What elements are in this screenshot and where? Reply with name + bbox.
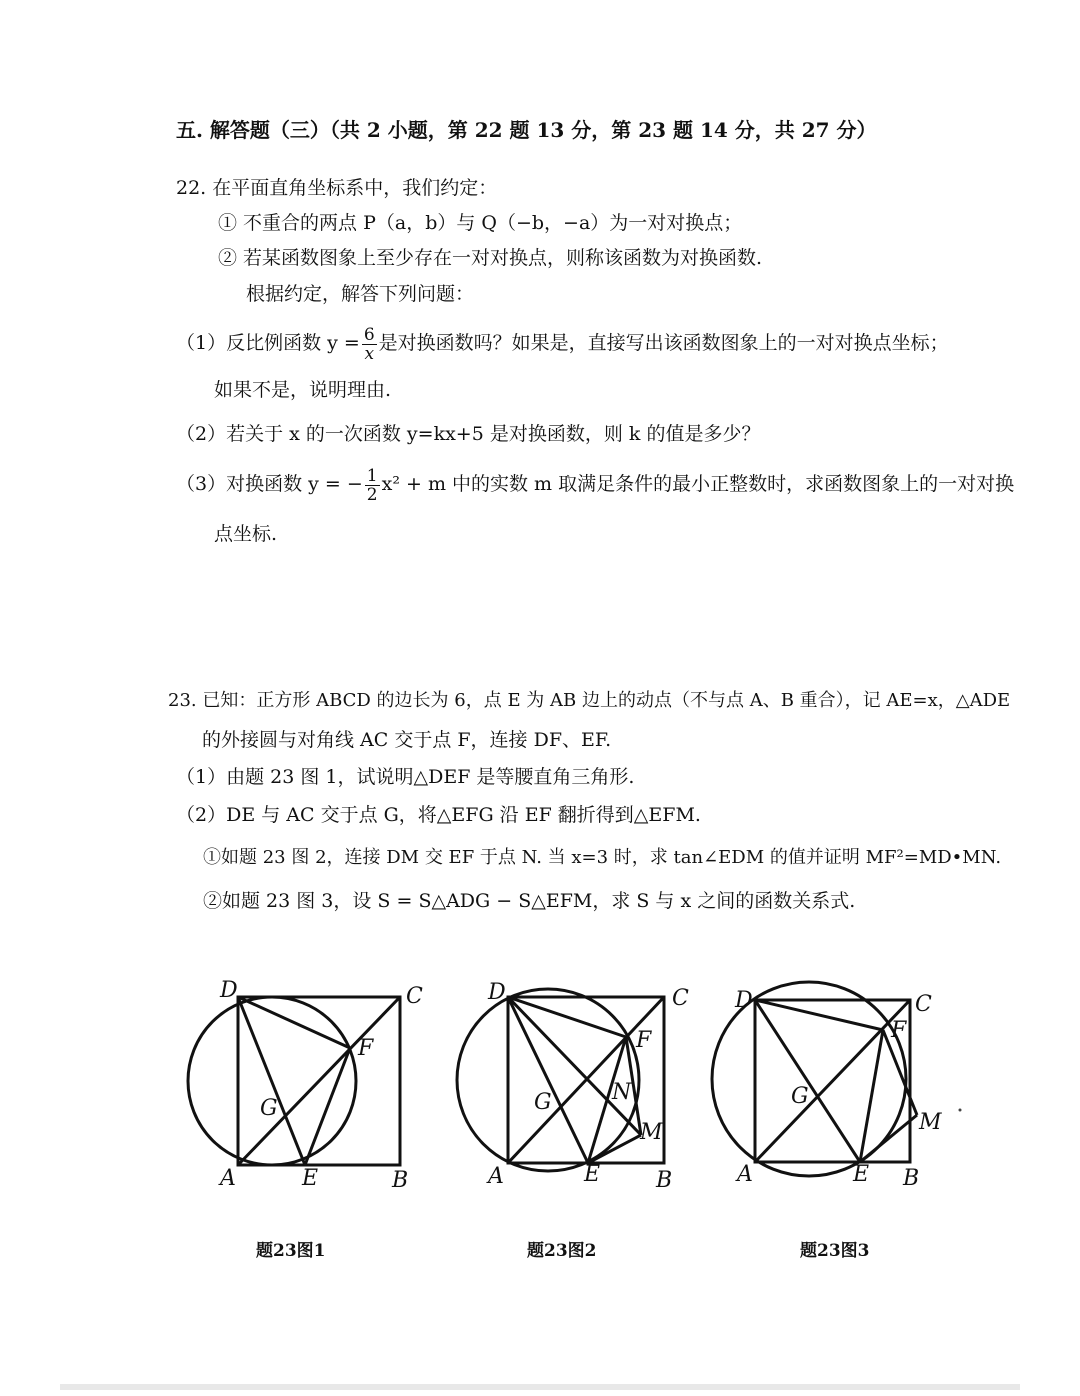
label-b: B [903, 1166, 920, 1191]
figure-3 [705, 975, 975, 1200]
q22-part1-text-a: （1）反比例函数 y = [176, 332, 360, 354]
label-m: M [640, 1120, 663, 1145]
q23-part1: （1）由题 23 图 1，试说明△DEF 是等腰直角三角形. [176, 766, 635, 788]
fraction-denominator: x [364, 343, 375, 364]
fraction-1-over-2 [365, 467, 380, 504]
q23-stem-line2: 的外接圆与对角线 AC 交于点 F，连接 DF、EF. [202, 729, 612, 751]
label-c: C [406, 984, 423, 1009]
fraction-6-over-x [362, 326, 377, 363]
label-e: E [853, 1162, 870, 1187]
q22-part1 [176, 323, 949, 363]
label-n: N [612, 1080, 632, 1105]
figure-1-caption: 题23图1 [256, 1241, 326, 1261]
section-header: 五. 解答题（三）（共 2 小题，第 22 题 13 分，第 23 题 14 分，共 27 分） [176, 118, 877, 142]
q22-part3-text-b: x² + m 中的实数 m 取满足条件的最小正整数时，求函数图象上的一对对换 [381, 473, 1015, 495]
label-d: D [735, 988, 753, 1013]
fraction-numerator: 1 [366, 465, 378, 486]
q22-rule1: ① 不重合的两点 P（a，b）与 Q（−b，−a）为一对对换点； [218, 212, 743, 234]
q23-part2a: ①如题 23 图 2，连接 DM 交 EF 于点 N. 当 x=3 时，求 tan∠EDM 的值并证明 MF²=MD•MN. [203, 847, 1002, 868]
fraction-denominator: 2 [366, 484, 378, 505]
page-bottom-edge [60, 1384, 1020, 1390]
segment-ef [305, 1048, 350, 1165]
q22-part3-cont: 点坐标. [214, 523, 278, 545]
segment-em [860, 1115, 917, 1162]
q22-lead: 根据约定，解答下列问题： [246, 283, 475, 305]
label-d: D [488, 980, 506, 1005]
label-a: A [220, 1166, 236, 1191]
diagonal-ac [238, 997, 400, 1165]
label-c: C [672, 986, 689, 1011]
figure-2-caption: 题23图2 [527, 1241, 597, 1261]
q22-part1-cont: 如果不是，说明理由. [214, 379, 392, 401]
label-b: B [392, 1168, 409, 1193]
label-g: G [260, 1096, 278, 1121]
label-b: B [656, 1168, 673, 1193]
label-g: G [534, 1090, 552, 1115]
label-g: G [791, 1084, 809, 1109]
segment-de [508, 997, 588, 1163]
segment-de [755, 1000, 860, 1162]
figure-3-caption: 题23图3 [800, 1241, 870, 1261]
label-f: F [891, 1018, 907, 1043]
label-f: F [358, 1036, 374, 1061]
q22-part1-text-b: 是对换函数吗？如果是，直接写出该函数图象上的一对对换点坐标； [378, 332, 949, 354]
q22-part3-text-a: （3）对换函数 y = − [176, 473, 363, 495]
stray-dot [959, 1109, 962, 1112]
label-c: C [915, 992, 932, 1017]
q22-stem: 22. 在平面直角坐标系中，我们约定： [176, 177, 498, 199]
q23-part2b: ②如题 23 图 3，设 S = S△ADG − S△EFM，求 S 与 x 之间的函数关系式. [203, 890, 856, 912]
fraction-numerator: 6 [363, 324, 375, 345]
figure-1 [178, 975, 428, 1200]
segment-df [755, 1000, 883, 1030]
q22-part3 [176, 463, 1014, 505]
segment-dm [508, 997, 641, 1135]
label-e: E [584, 1162, 601, 1187]
label-f: F [636, 1028, 652, 1053]
label-d: D [220, 978, 238, 1003]
q23-part2: （2）DE 与 AC 交于点 G，将△EFG 沿 EF 翻折得到△EFM. [176, 804, 701, 826]
figure-2 [448, 975, 698, 1200]
q22-rule2: ② 若某函数图象上至少存在一对对换点，则称该函数为对换函数. [218, 247, 763, 269]
q23-stem-line1: 23. 已知：正方形 ABCD 的边长为 6，点 E 为 AB 边上的动点（不与点 A、B 重合），记 AE=x，△ADE [168, 690, 1011, 711]
q22-part2: （2）若关于 x 的一次函数 y=kx+5 是对换函数，则 k 的值是多少？ [176, 423, 761, 445]
label-e: E [302, 1166, 319, 1191]
label-a: A [737, 1162, 753, 1187]
label-m: M [919, 1110, 942, 1135]
label-a: A [488, 1164, 504, 1189]
